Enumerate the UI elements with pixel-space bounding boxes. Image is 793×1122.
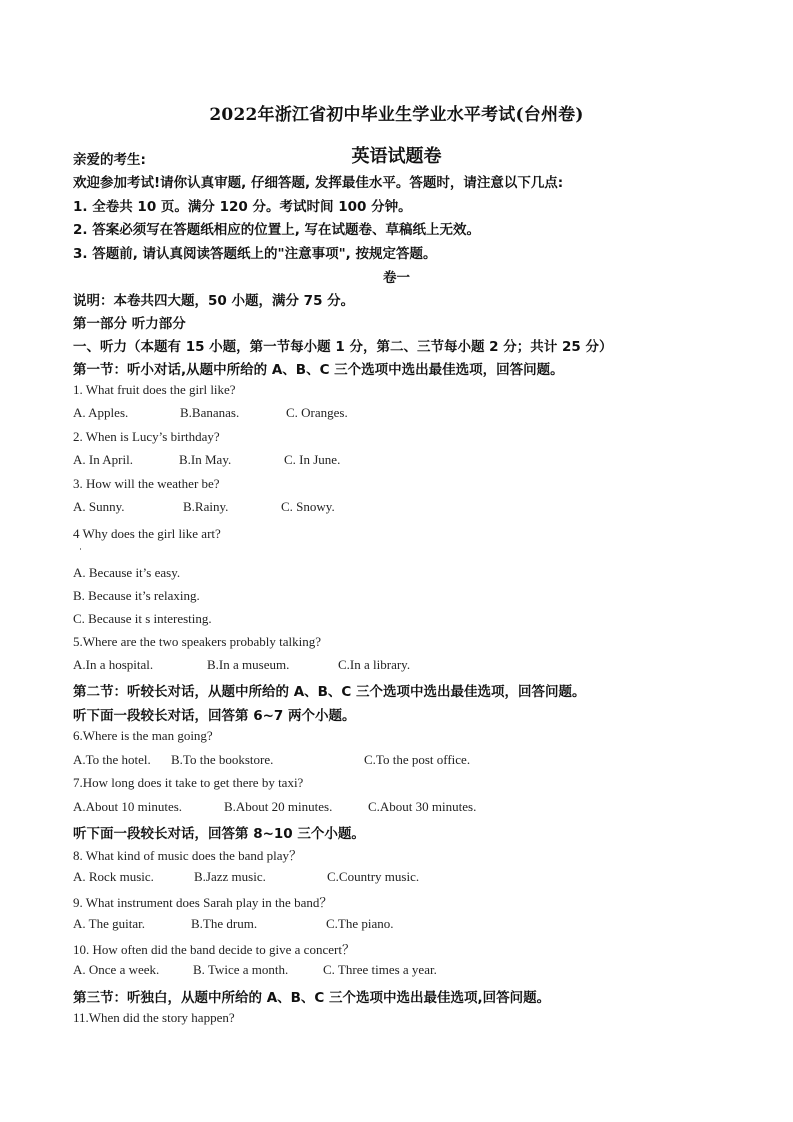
option-8a: A. Rock music. xyxy=(73,869,154,884)
option-9b: B.The drum. xyxy=(191,916,258,931)
option-5b: B.In a museum. xyxy=(207,657,290,672)
option-5c: C.In a library. xyxy=(338,657,411,672)
exam-subtitle: 英语试题卷 xyxy=(351,146,442,167)
section2-heading: 第二节：听较长对话，从题中所给的 A、B、C 三个选项中选出最佳选项，回答问题。 xyxy=(73,684,586,700)
option-7c: C.About 30 minutes. xyxy=(368,799,477,814)
question-5: 5.Where are the two speakers probably talking? xyxy=(73,634,321,649)
option-3b: B.Rainy. xyxy=(183,499,229,514)
exam-title: 2022年浙江省初中毕业生学业水平考试(台州卷) xyxy=(209,105,584,125)
question-4: 4 Why does the girl like art? xyxy=(73,526,221,541)
option-8c: C.Country music. xyxy=(327,869,420,884)
instruction-point-3: 3. 答题前, 请认真阅读答题纸上的"注意事项", 按规定答题。 xyxy=(73,246,437,262)
option-6b: B.To the bookstore. xyxy=(171,752,274,767)
option-10a: A. Once a week. xyxy=(73,962,160,977)
option-3c: C. Snowy. xyxy=(281,499,335,514)
question-9: 9. What instrument does Sarah play in the band？ xyxy=(73,895,333,910)
option-2c: C. In June. xyxy=(284,452,341,467)
question-7: 7.How long does it take to get there by taxi? xyxy=(73,775,304,790)
option-7b: B.About 20 minutes. xyxy=(224,799,333,814)
option-1c: C. Oranges. xyxy=(286,405,348,420)
question-6: 6.Where is the man going? xyxy=(73,728,213,743)
option-1a: A. Apples. xyxy=(73,405,129,420)
option-9c: C.The piano. xyxy=(326,916,394,931)
section3-heading: 第三节：听独白，从题中所给的 A、B、C 三个选项中选出最佳选项,回答问题。 xyxy=(73,990,551,1006)
option-4b: B. Because it’s relaxing. xyxy=(73,588,200,603)
intro-text: 欢迎参加考试!请你认真审题, 仔细答题, 发挥最佳水平。答题时，请注意以下几点: xyxy=(73,175,564,191)
stray-mark xyxy=(80,548,81,550)
instruction-point-1: 1. 全卷共 10 页。满分 120 分。考试时间 100 分钟。 xyxy=(73,199,412,215)
option-4c: C. Because it s interesting. xyxy=(73,611,212,626)
option-1b: B.Bananas. xyxy=(180,405,240,420)
option-6a: A.To the hotel. xyxy=(73,752,151,767)
option-7a: A.About 10 minutes. xyxy=(73,799,183,814)
option-10c: C. Three times a year. xyxy=(323,962,437,977)
greeting: 亲爱的考生: xyxy=(73,152,146,168)
option-5a: A.In a hospital. xyxy=(73,657,154,672)
question-10: 10. How often did the band decide to give a concert？ xyxy=(73,942,355,957)
section-title: 一、听力（本题有 15 小题，第一节每小题 1 分，第二、三节每小题 2 分；共计 25 分） xyxy=(73,339,613,355)
volume-label: 卷一 xyxy=(383,270,410,286)
question-8: 8. What kind of music does the band play？ xyxy=(73,848,303,863)
option-6c: C.To the post office. xyxy=(364,752,471,767)
option-9a: A. The guitar. xyxy=(73,916,145,931)
section1-heading: 第一节：听小对话,从题中所给的 A、B、C 三个选项中选出最佳选项，回答问题。 xyxy=(73,362,564,378)
question-2: 2. When is Lucy’s birthday? xyxy=(73,429,220,444)
option-2b: B.In May. xyxy=(179,452,232,467)
question-1: 1. What fruit does the girl like? xyxy=(73,382,236,397)
option-8b: B.Jazz music. xyxy=(194,869,266,884)
option-2a: A. In April. xyxy=(73,452,133,467)
volume-note: 说明：本卷共四大题，50 小题，满分 75 分。 xyxy=(73,293,355,309)
question-3: 3. How will the weather be? xyxy=(73,476,220,491)
group2-heading: 听下面一段较长对话，回答第 8~10 三个小题。 xyxy=(73,826,365,842)
part-title: 第一部分 听力部分 xyxy=(73,316,186,332)
option-10b: B. Twice a month. xyxy=(193,962,289,977)
instruction-point-2: 2. 答案必须写在答题纸相应的位置上, 写在试题卷、草稿纸上无效。 xyxy=(73,222,481,238)
option-4a: A. Because it’s easy. xyxy=(73,565,181,580)
group1-heading: 听下面一段较长对话，回答第 6~7 两个小题。 xyxy=(73,708,356,724)
option-3a: A. Sunny. xyxy=(73,499,125,514)
question-11: 11.When did the story happen? xyxy=(73,1010,235,1025)
